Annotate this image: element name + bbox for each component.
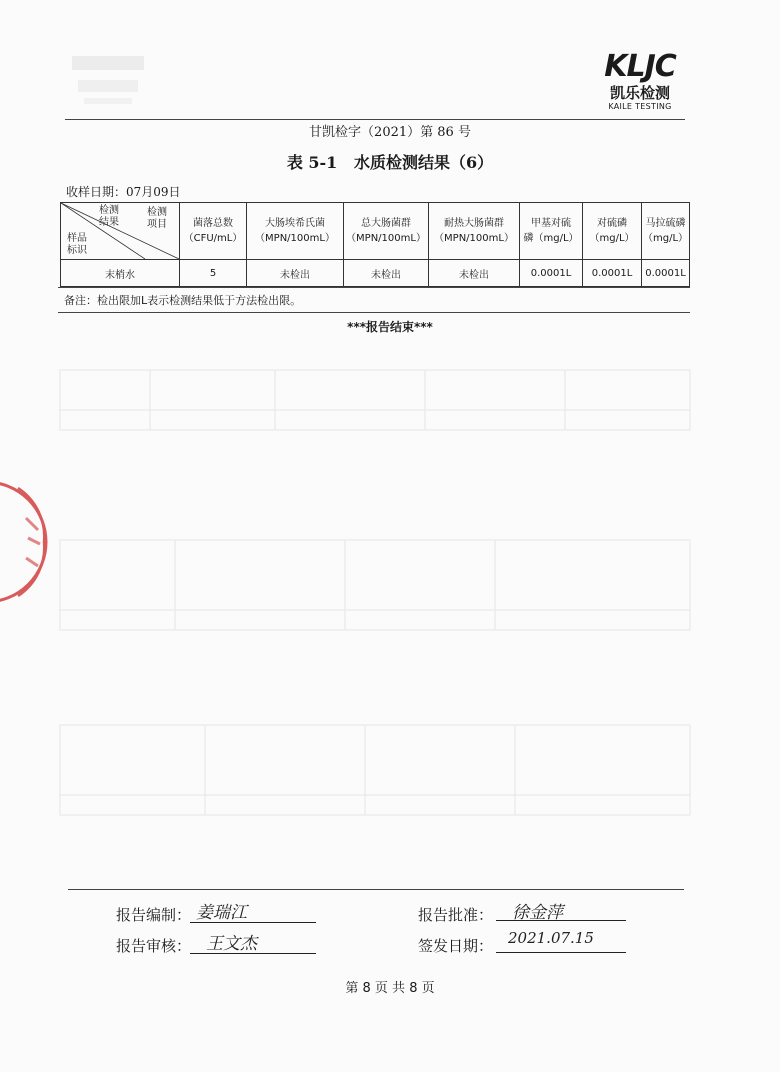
column-header-label: 甲基对硫 磷（mg/L）	[523, 218, 579, 244]
reviewed-by-signature: 王文杰	[206, 934, 257, 954]
column-header	[429, 203, 520, 260]
bleed-through-marks	[55, 340, 695, 840]
reviewed-by-label: 报告审核：	[116, 937, 192, 955]
column-header-label: 耐热大肠菌群 （MPN/100mL）	[434, 218, 514, 244]
document-number: 甘凯检字（2021）第 86 号	[309, 125, 471, 140]
compiled-by-signature: 姜瑞江	[196, 903, 247, 923]
report-end-marker: ***报告结束***	[347, 320, 433, 334]
compiled-by-label: 报告编制：	[116, 906, 192, 924]
table-corner-cell	[61, 203, 180, 260]
column-header-label: 对硫磷 （mg/L）	[589, 218, 635, 244]
red-seal-stamp	[0, 478, 50, 606]
page-number: 第 8 页 共 8 页	[345, 981, 435, 996]
compiled-by-line	[190, 922, 316, 923]
column-header	[642, 203, 690, 260]
column-header	[180, 203, 247, 260]
corner-sample-label: 样品 标识	[67, 233, 87, 256]
column-header-label: 马拉硫磷 （mg/L）	[642, 218, 689, 244]
value-cell: 未检出	[344, 260, 429, 287]
value-cell: 未检出	[429, 260, 520, 287]
signature-top-rule	[68, 889, 684, 890]
column-header-label: 总大肠菌群 （MPN/100mL）	[346, 218, 426, 244]
value-cell: 0.0001L	[583, 260, 642, 287]
column-header	[247, 203, 344, 260]
value-cell: 5	[180, 260, 247, 287]
value-cell: 0.0001L	[520, 260, 583, 287]
column-header	[344, 203, 429, 260]
column-header	[583, 203, 642, 260]
column-header-label: 菌落总数 （CFU/mL）	[183, 218, 243, 244]
logo-english: KAILE TESTING	[608, 102, 672, 111]
approved-by-line	[496, 920, 626, 921]
corner-result-label: 检测 结果	[99, 205, 119, 228]
corner-item-label: 检测 项目	[147, 207, 167, 230]
table-title: 表 5-1 水质检测结果（6）	[286, 153, 494, 172]
table-row	[61, 260, 690, 287]
company-logo	[598, 49, 682, 112]
column-header	[520, 203, 583, 260]
value-cell: 未检出	[247, 260, 344, 287]
results-table	[60, 202, 690, 287]
ghost-logo-bleed	[68, 50, 148, 110]
value-cell: 0.0001L	[642, 260, 690, 287]
logo-mark: KLJC	[604, 49, 676, 84]
approved-by-signature: 徐金萍	[512, 903, 563, 923]
note-bottom-rule	[58, 312, 690, 313]
issue-date-line	[496, 952, 626, 953]
note-top-rule	[58, 287, 690, 288]
column-header-label: 大肠埃希氏菌 （MPN/100mL）	[255, 218, 335, 244]
receive-date: 收样日期：07月09日	[66, 185, 181, 199]
sample-id-cell: 末梢水	[61, 260, 180, 287]
issue-date-handwritten: 2021.07.15	[508, 929, 594, 947]
approved-by-label: 报告批准：	[418, 906, 494, 924]
reviewed-by-line	[190, 953, 316, 954]
table-note: 备注：检出限加L表示检测结果低于方法检出限。	[64, 294, 302, 307]
issue-date-label: 签发日期：	[418, 937, 494, 955]
header-rule	[65, 119, 685, 120]
logo-name: 凯乐检测	[609, 84, 670, 102]
